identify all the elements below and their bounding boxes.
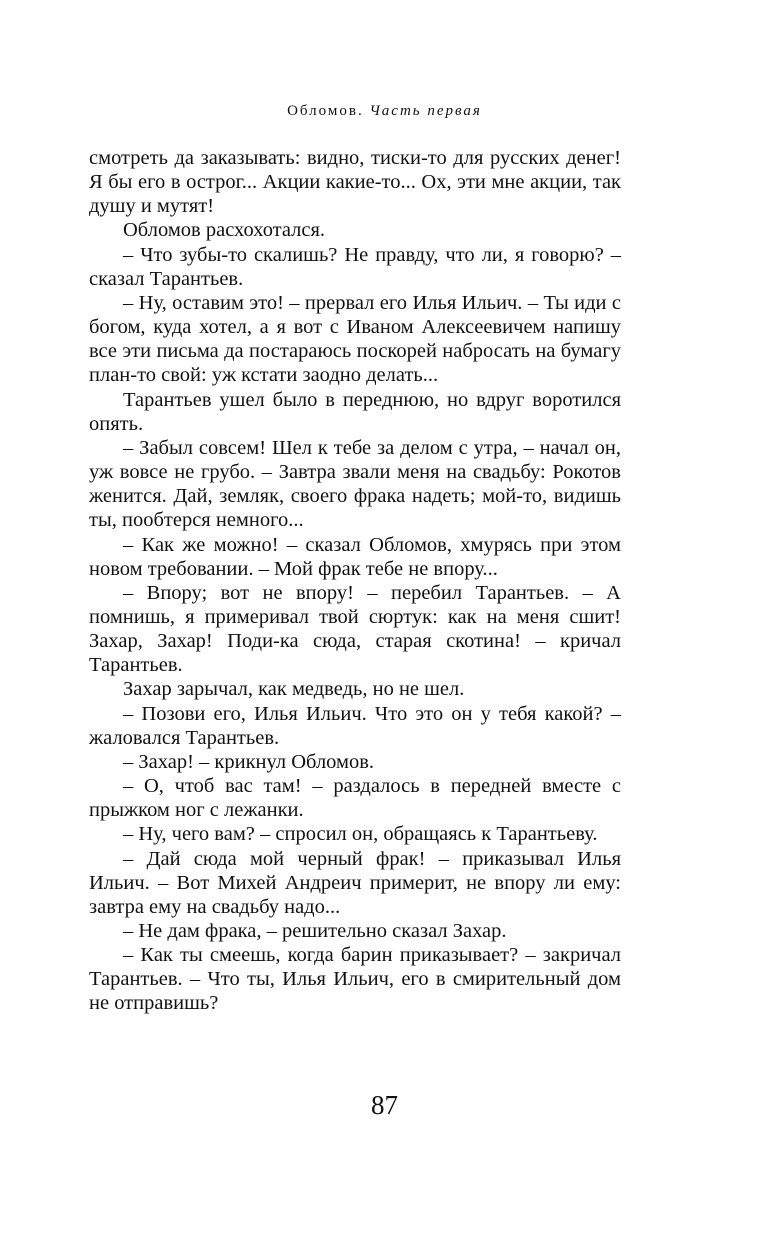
paragraph: – Позови его, Илья Ильич. Что это он у тебя какой? – жаловался Тарантьев.: [89, 702, 621, 749]
paragraph: Обломов расхохотался.: [123, 219, 326, 242]
paragraph: Захар зарычал, как медведь, но не шел.: [123, 678, 465, 701]
paragraph: – Забыл совсем! Шел к тебе за делом с утра, – начал он, уж вовсе не грубо. – Завтра звали меня на свадьбу: Рокотов женится. Дай, земляк, своего фрака надеть; мой-то, видишь ты, пообтерся немного...: [89, 436, 621, 532]
paragraph: – Что зубы-то скалишь? Не правду, что ли, я говорю? – сказал Тарантьев.: [89, 243, 621, 290]
body-text: [89, 146, 621, 1016]
paragraph: – Дай сюда мой черный фрак! – приказывал Илья Ильич. – Вот Михей Андреич примерит, не впору ли ему: завтра ему на свадьбу надо...: [89, 847, 621, 918]
paragraph: – Как ты смеешь, когда барин приказывает? – закричал Тарантьев. – Что ты, Илья Ильич, его в смирительный дом не отправишь?: [89, 944, 621, 1015]
paragraph: Тарантьев ушел было в переднюю, но вдруг воротился опять.: [89, 388, 621, 435]
paragraph: – Впору; вот не впору! – перебил Тарантьев. – А помнишь, я примеривал твой сюртук: как на меня сшит! Захар, Захар! Поди-ка сюда, старая скотина! – кричал Тарантьев.: [89, 581, 621, 677]
page-number: 87: [371, 1090, 398, 1120]
paragraph: – Ну, чего вам? – спросил он, обращаясь к Тарантьеву.: [123, 823, 598, 846]
running-head-part: Часть первая: [369, 103, 482, 119]
paragraph: – О, чтоб вас там! – раздалось в передней вместе с прыжком ног с лежанки.: [89, 775, 621, 822]
paragraph: – Не дам фрака, – решительно сказал Захар.: [123, 920, 507, 942]
running-head: [0, 103, 769, 120]
paragraph: – Ну, оставим это! – прервал его Илья Ильич. – Ты иди с богом, куда хотел, а я вот с Иваном Алексеевичем напишу все эти письма да постараюсь поскорей набросать на бумагу план-то свой: уж кстати заодно делать...: [89, 291, 621, 387]
paragraph: – Как же можно! – сказал Обломов, хмурясь при этом новом требовании. – Мой фрак тебе не впору...: [89, 533, 621, 580]
paragraph-continued: смотреть да заказывать: видно, тиски-то для русских денег! Я бы его в острог... Акции какие-то... Ох, эти мне акции, так душу и мутят!: [89, 147, 621, 218]
running-head-title: Обломов.: [287, 103, 364, 119]
paragraph: – Захар! – крикнул Обломов.: [123, 750, 375, 773]
